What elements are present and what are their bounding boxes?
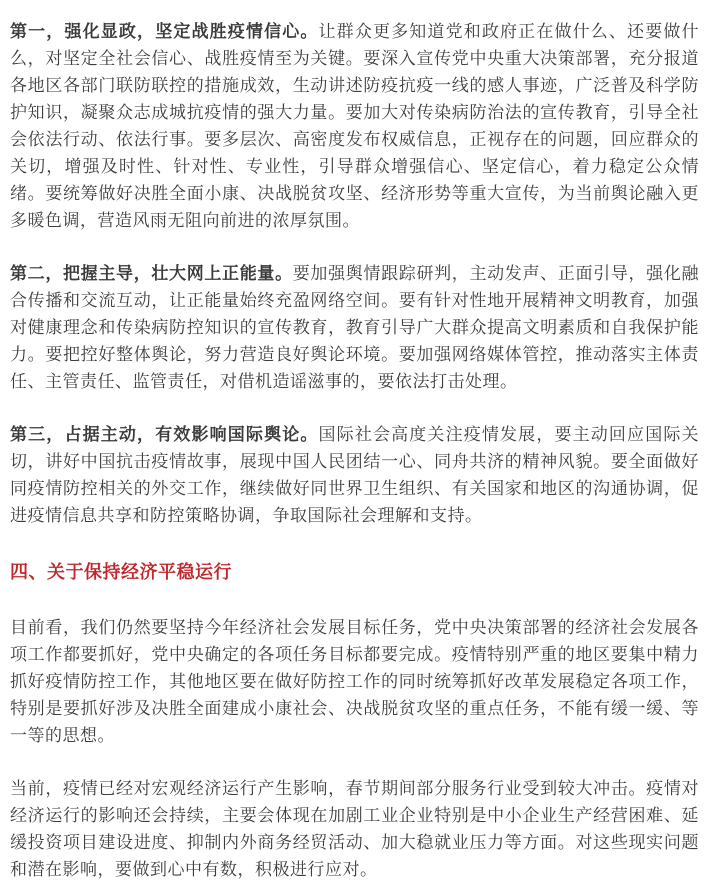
paragraph-text: 让群众更多知道党和政府正在做什么、还要做什么，对坚定全社会信心、战胜疫情至为关键。要深入宣传党中央重大决策部署，充分报道各地区各部门联防联控的措施成效，生动讲述防疫抗疫一线的感人事迹，广泛普及科学防护知识，凝聚众志成城抗疫情的强大力量。要加大对传染病防治法的宣传教育，引导全社会依法行动、依法行事。要多层次、高密度发布权威信息，正视存在的问题，回应群众的关切，增强及时性、针对性、专业性，引导群众增强信心、坚定信心，着力稳定公众情绪。要统筹做好决胜全面小康、决战脱贫攻坚、经济形势等重大宣传，为当前舆论融入更多暖色调，营造风雨无阻向前进的浓厚氛围。 [10,22,700,231]
paragraph-lead: 第三，占据主动，有效影响国际舆论。 [10,425,319,445]
paragraph-text: 国际社会高度关注疫情发展，要主动回应国际关切，讲好中国抗击疫情故事，展现中国人民团结一心、同舟共济的精神风貌。要全面做好同疫情防控相关的外交工作，继续做好同世界卫生组织、有关国家和地区的沟通协调，促进疫情信息共享和防控策略协调，争取国际社会理解和支持。 [10,425,700,526]
paragraph [10,19,699,235]
paragraph [10,776,699,884]
paragraph-lead: 第二，把握主导，壮大网上正能量。 [10,264,293,284]
paragraph-lead: 第一，强化显政，坚定战胜疫情信心。 [10,22,319,42]
paragraph-text: 目前看，我们仍然要坚持今年经济社会发展目标任务，党中央决策部署的经济社会发展各项工作都要抓好，党中央确定的各项任务目标都要完成。疫情特别严重的地区要集中精力抓好疫情防控工作，其他地区要在做好防控工作的同时统筹抓好改革发展稳定各项工作，特别是要抓好涉及决胜全面建成小康社会、决战脱贫攻坚的重点任务，不能有缓一缓、等一等的思想。 [10,618,699,746]
paragraph-text: 要加强舆情跟踪研判，主动发声、正面引导，强化融合传播和交流互动，让正能量始终充盈网络空间。要有针对性地开展精神文明教育，加强对健康理念和传染病防控知识的宣传教育，教育引导广大群众提高文明素质和自我保护能力。要把控好整体舆论，努力营造良好舆论环境。要加强网络媒体管控，推动落实主体责任、主管责任、监管责任，对借机造谣滋事的，要依法打击处理。 [10,264,700,392]
section-heading: 四、关于保持经济平稳运行 [10,562,232,583]
paragraph [10,615,699,750]
paragraph [10,261,699,396]
paragraph-text: 当前，疫情已经对宏观经济运行产生影响，春节期间部分服务行业受到较大冲击。疫情对经济运行的影响还会持续，主要会体现在加剧工业企业特别是中小企业生产经营困难、延缓投资项目建设进度、抑制内外商务经贸活动、加大稳就业压力等方面。对这些现实问题和潜在影响，要做到心中有数，积极进行应对。 [10,779,699,880]
paragraph [10,422,699,530]
